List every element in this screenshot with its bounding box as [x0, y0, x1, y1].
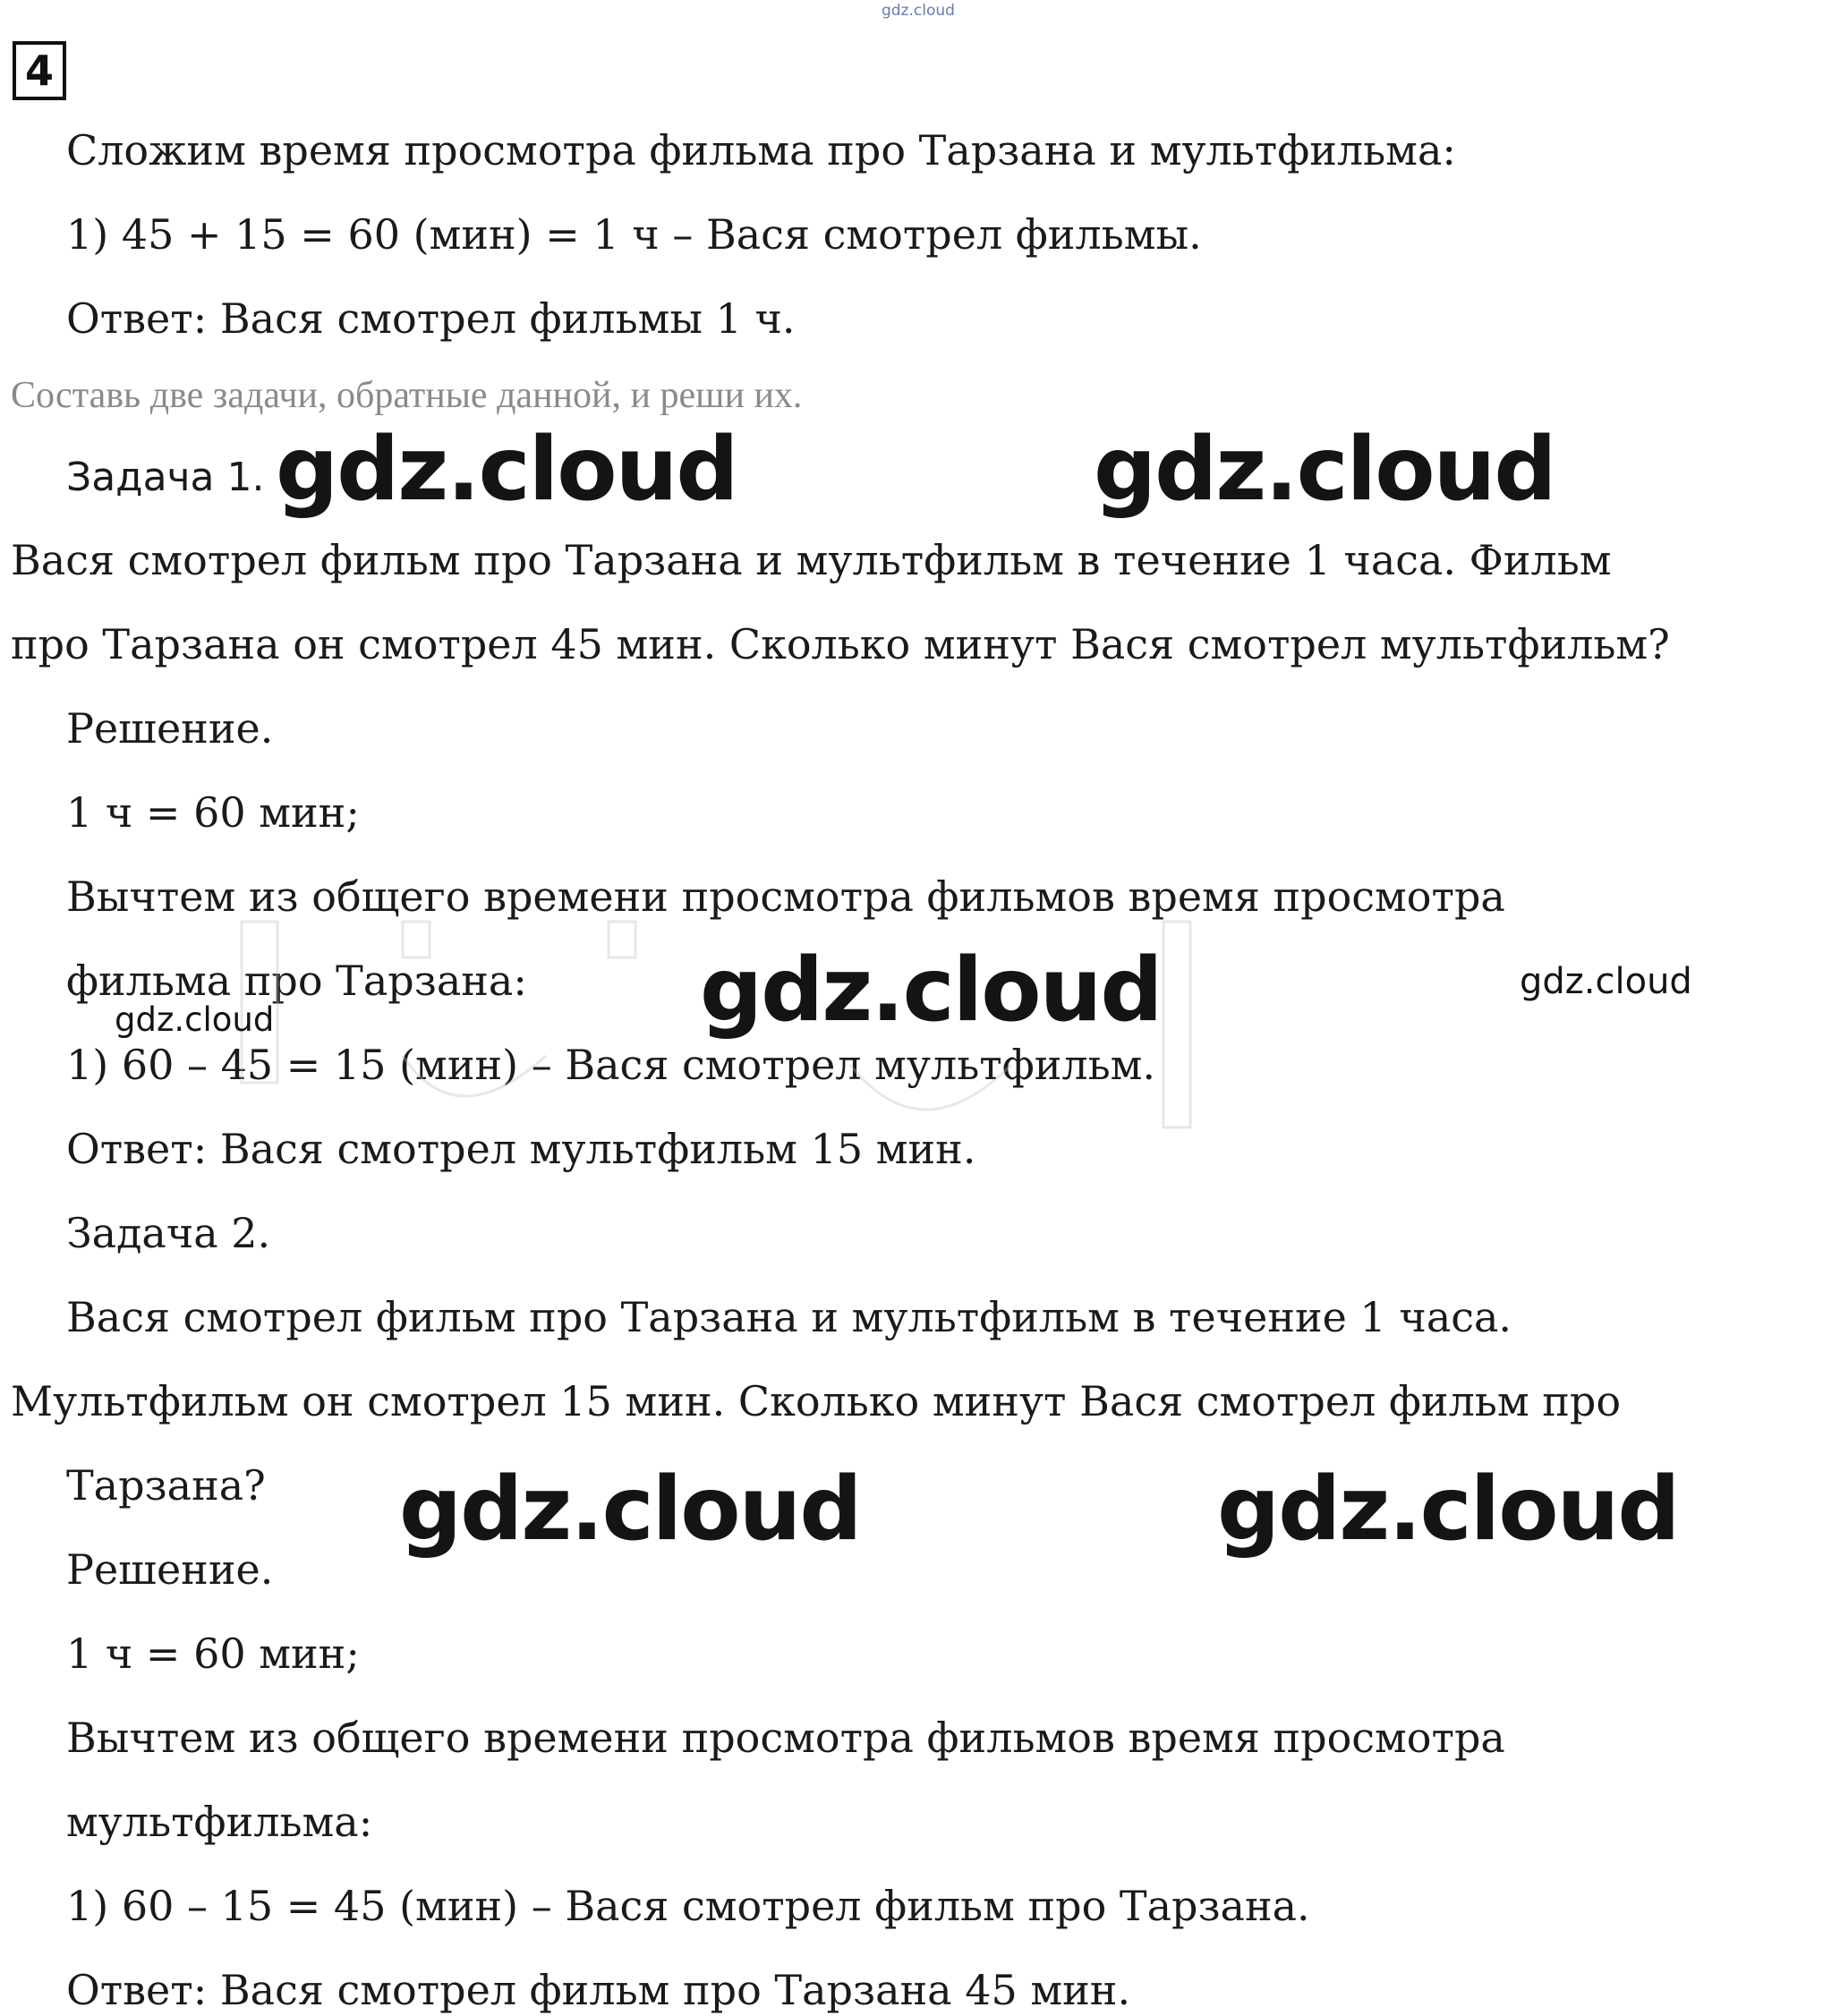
problem1-statement-line: про Тарзана он смотрел 45 мин. Сколько минут Вася смотрел мультфильм? — [11, 620, 1670, 668]
task-prompt: Составь две задачи, обратные данной, и реши их. — [11, 375, 803, 416]
problem1-answer: Ответ: Вася смотрел мультфильм 15 мин. — [66, 1125, 976, 1173]
watermark-text: gdz.cloud — [115, 1000, 275, 1039]
problem1-statement-line: Вася смотрел фильм про Тарзана и мультфильм в течение 1 часа. Фильм — [11, 536, 1612, 584]
problem2-explanation-line: мультфильма: — [66, 1798, 373, 1846]
problem2-conversion: 1 ч = 60 мин; — [66, 1629, 360, 1678]
task-number-box: 4 — [13, 41, 66, 100]
problem2-answer: Ответ: Вася смотрел фильм про Тарзана 45 мин. — [66, 1966, 1131, 2014]
problem1-title: Задача 1. — [66, 455, 265, 500]
problem2-solution-label: Решение. — [66, 1545, 274, 1594]
answer-line: Ответ: Вася смотрел фильмы 1 ч. — [66, 294, 796, 343]
watermark-text: gdz.cloud — [276, 419, 737, 521]
problem2-statement-line: Вася смотрел фильм про Тарзана и мультфильм в течение 1 часа. — [66, 1293, 1512, 1341]
calc-line: 1) 45 + 15 = 60 (мин) = 1 ч – Вася смотрел фильмы. — [66, 210, 1202, 259]
problem2-step: 1) 60 – 15 = 45 (мин) – Вася смотрел фильм про Тарзана. — [66, 1882, 1310, 1930]
watermark-text: gdz.cloud — [1520, 961, 1692, 1002]
problem1-explanation-line: Вычтем из общего времени просмотра фильмов время просмотра — [66, 872, 1505, 921]
watermark-text: gdz.cloud — [700, 940, 1162, 1042]
problem1-solution-label: Решение. — [66, 704, 274, 753]
problem1-explanation-line: фильма про Тарзана: — [66, 957, 527, 1005]
problem2-explanation-line: Вычтем из общего времени просмотра фильмов время просмотра — [66, 1714, 1505, 1762]
problem2-statement-line: Мультфильм он смотрел 15 мин. Сколько минут Вася смотрел фильм про — [11, 1377, 1622, 1425]
watermark-text: gdz.cloud — [1217, 1459, 1679, 1561]
problem2-statement-line: Тарзана? — [66, 1461, 266, 1510]
intro-line: Сложим время просмотра фильма про Тарзана и мультфильма: — [66, 126, 1456, 174]
watermark-text: gdz.cloud — [399, 1459, 861, 1561]
problem1-step: 1) 60 – 45 = 15 (мин) – Вася смотрел мультфильм. — [66, 1041, 1156, 1089]
problem1-conversion: 1 ч = 60 мин; — [66, 788, 360, 837]
problem2-title: Задача 2. — [66, 1209, 271, 1257]
top-watermark: gdz.cloud — [882, 2, 955, 20]
watermark-text: gdz.cloud — [1094, 419, 1555, 521]
